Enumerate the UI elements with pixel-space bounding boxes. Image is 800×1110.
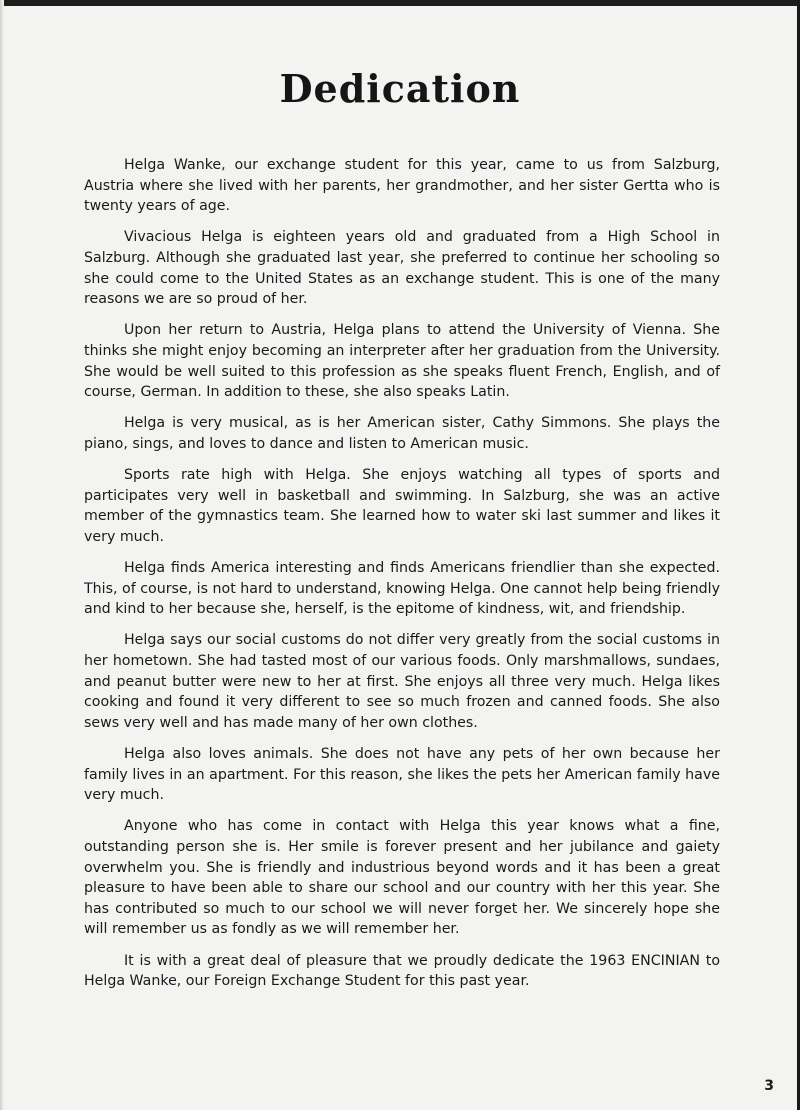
paragraph-america: Helga finds America interesting and finds Americans friendlier than she expected. This, of course, is not hard to understand, knowing Helga. One cannot help being friendly and kind to her because she, herself, is the epitome of kindness, wit, and friendship.: [84, 560, 720, 618]
page-number: 3: [764, 1078, 774, 1094]
dedication-body: [84, 155, 720, 1002]
paragraph-university: Upon her return to Austria, Helga plans to attend the University of Vienna. She thinks she might enjoy becoming an interpreter after her graduation from the University. She would be well suited to this profession as she speaks fluent French, English, and of course, German. In addition to these, she also speaks Latin.: [84, 322, 720, 401]
paragraph-schooling: Vivacious Helga is eighteen years old and graduated from a High School in Salzburg. Although she graduated last year, she preferred to continue her schooling so she could come to the United States as an exchange student. This is one of the many reasons we are so proud of her.: [84, 229, 720, 308]
paragraph-sports: Sports rate high with Helga. She enjoys watching all types of sports and participates very well in basketball and swimming. In Salzburg, she was an active member of the gymnastics team. She learned how to water ski last summer and likes it very much.: [84, 467, 720, 545]
paragraph-closing: It is with a great deal of pleasure that we proudly dedicate the 1963 ENCINIAN to Helga Wanke, our Foreign Exchange Student for this past year.: [84, 952, 720, 990]
page-top-edge: [0, 0, 800, 6]
paragraph-personality: Anyone who has come in contact with Helga this year knows what a fine, outstanding person she is. Her smile is forever present and her jubilance and gaiety overwhelm you. She is friendly and industrious beyond words and it has been a great pleasure to have been able to share our school and our country with her this year. She has contributed so much to our school we will never forget her. We sincerely hope she will remember us as fondly as we will remember her.: [84, 818, 720, 938]
paragraph-animals: Helga also loves animals. She does not have any pets of her own because her family lives in an apartment. For this reason, she likes the pets her American family have very much.: [84, 746, 720, 804]
paragraph-music: Helga is very musical, as is her American sister, Cathy Simmons. She plays the piano, sings, and loves to dance and listen to American music.: [84, 415, 720, 452]
paragraph-origin: Helga Wanke, our exchange student for this year, came to us from Salzburg, Austria where she lived with her parents, her grandmother, and her sister Gertta who is twenty years of age.: [84, 157, 720, 215]
page-left-shadow: [0, 0, 4, 1110]
page-title: Dedication: [279, 66, 521, 111]
paragraph-customs: Helga says our social customs do not differ very greatly from the social customs in her hometown. She had tasted most of our various foods. Only marshmallows, sundaes, and peanut butter were new to her at first. She enjoys all three very much. Helga likes cooking and found it very different to see so much frozen and canned foods. She also sews very well and has made many of her own clothes.: [84, 632, 720, 731]
